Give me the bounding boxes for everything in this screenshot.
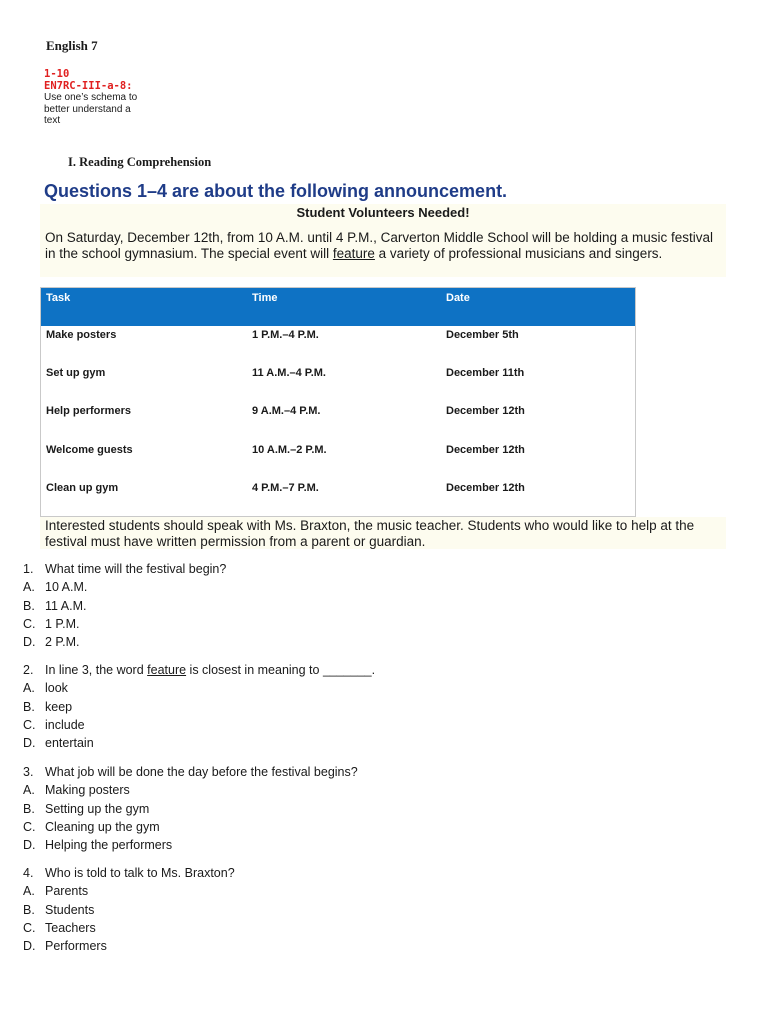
table-cell-time: 4 P.M.–7 P.M. <box>252 482 319 494</box>
option-letter: A. <box>23 783 35 798</box>
option-letter: A. <box>23 884 35 899</box>
table-cell-time: 11 A.M.–4 P.M. <box>252 367 326 379</box>
item-range: 1-10 <box>44 68 70 80</box>
question-text <box>45 866 235 881</box>
answer-option[interactable]: entertain <box>45 736 94 751</box>
question-number: 2. <box>23 663 34 677</box>
answer-option[interactable]: 2 P.M. <box>45 635 80 650</box>
announcement-closing: Interested students should speak with Ms. Braxton, the music teacher. Students who would like to help at the festival must have written permission from a parent or guardian. <box>45 518 695 549</box>
answer-option[interactable]: keep <box>45 699 73 714</box>
question-keyword: feature <box>147 663 187 677</box>
table-header-row <box>41 288 635 326</box>
option-letter: B. <box>23 902 35 917</box>
question-text-before: In line 3, the word <box>45 663 148 677</box>
option-letter: C. <box>23 819 36 834</box>
option-letter: A. <box>23 580 35 595</box>
table-cell-time: 1 P.M.–4 P.M. <box>252 329 319 341</box>
option-letter: D. <box>23 939 36 954</box>
question-number: 1. <box>23 562 34 576</box>
announcement-passage <box>45 230 720 261</box>
question-text-before: What job will be done the day before the festival begins? <box>45 765 358 779</box>
passage-keyword: feature <box>332 245 375 261</box>
table-cell-task: Help performers <box>46 405 131 417</box>
answer-option[interactable]: Helping the performers <box>45 838 173 853</box>
answer-option[interactable]: include <box>45 717 85 732</box>
table-header-task: Task <box>46 292 71 304</box>
passage-text-before: On Saturday, December 12th, from 10 A.M. until 4 P.M., Carverton Middle School will be holding a music festival in the school gymnasium. The special event will <box>45 230 714 261</box>
question-text <box>45 765 358 780</box>
table-header-time: Time <box>252 292 278 304</box>
announcement-title: Student Volunteers Needed! <box>296 205 470 220</box>
question-text <box>45 663 375 678</box>
table-cell-task: Set up gym <box>46 367 106 379</box>
competency-code: EN7RC-III-a-8: <box>44 80 133 92</box>
table-cell-time: 10 A.M.–2 P.M. <box>252 444 327 456</box>
option-letter: D. <box>23 635 36 650</box>
option-letter: C. <box>23 717 36 732</box>
question-text-before: What time will the festival begin? <box>45 562 227 576</box>
answer-option[interactable]: Performers <box>45 939 107 954</box>
section-title: I. Reading Comprehension <box>68 155 212 169</box>
competency-description: Use one’s schema to better understand a text <box>44 92 138 126</box>
option-letter: D. <box>23 838 36 853</box>
option-letter: B. <box>23 699 35 714</box>
table-cell-date: December 11th <box>446 367 525 379</box>
question-text <box>45 562 226 577</box>
table-cell-date: December 12th <box>446 444 525 456</box>
answer-option[interactable]: Making posters <box>45 783 130 798</box>
answer-option[interactable]: 1 P.M. <box>45 616 80 631</box>
option-letter: B. <box>23 801 35 816</box>
passage-text-after: a variety of professional musicians and singers. <box>374 245 663 261</box>
volunteer-schedule-table <box>40 287 636 517</box>
answer-option[interactable]: Students <box>45 902 95 917</box>
question-text-before: Who is told to talk to Ms. Braxton? <box>45 866 235 880</box>
table-cell-date: December 12th <box>446 405 525 417</box>
table-cell-task: Clean up gym <box>46 482 119 494</box>
questions-heading: Questions 1–4 are about the following announcement. <box>44 181 508 201</box>
answer-option[interactable]: look <box>45 681 68 696</box>
answer-option[interactable]: Teachers <box>45 920 96 935</box>
option-letter: C. <box>23 920 36 935</box>
table-header-date: Date <box>446 292 470 304</box>
answer-option[interactable]: Setting up the gym <box>45 801 150 816</box>
option-letter: D. <box>23 736 36 751</box>
question-number: 4. <box>23 866 34 880</box>
option-letter: A. <box>23 681 35 696</box>
answer-option[interactable]: Cleaning up the gym <box>45 819 160 834</box>
table-cell-date: December 12th <box>446 482 525 494</box>
answer-option[interactable]: 10 A.M. <box>45 580 88 595</box>
answer-option[interactable]: 11 A.M. <box>45 598 87 613</box>
question-text-after: is closest in meaning to _______. <box>186 663 376 677</box>
table-cell-time: 9 A.M.–4 P.M. <box>252 405 321 417</box>
subject-title: English 7 <box>46 38 98 53</box>
answer-option[interactable]: Parents <box>45 884 89 899</box>
table-cell-date: December 5th <box>446 329 519 341</box>
option-letter: B. <box>23 598 35 613</box>
table-cell-task: Make posters <box>46 329 117 341</box>
question-number: 3. <box>23 765 34 779</box>
option-letter: C. <box>23 616 36 631</box>
table-cell-task: Welcome guests <box>46 444 133 456</box>
